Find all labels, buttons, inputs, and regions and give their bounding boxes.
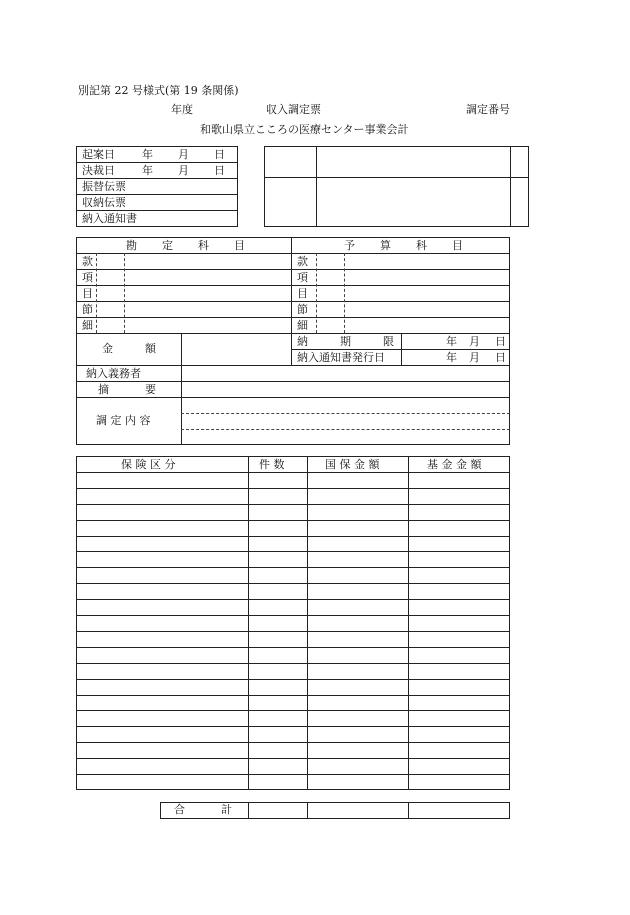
organization-name: 和歌山県立こころの医療センター事業会計 bbox=[200, 123, 409, 136]
breakdown-row-line bbox=[76, 663, 510, 664]
breakdown-row-line bbox=[76, 647, 510, 648]
budget-level-ko: 項 bbox=[297, 271, 308, 284]
nhi-amount-header: 国 保 金 額 bbox=[325, 458, 380, 471]
due-label-2: 期 bbox=[340, 335, 351, 348]
receipt-slip-label: 収納伝票 bbox=[82, 196, 126, 209]
issue-day: 日 bbox=[495, 351, 506, 364]
breakdown-row-line bbox=[76, 679, 510, 680]
account-header-2: 定 bbox=[162, 239, 173, 252]
due-year: 年 bbox=[446, 335, 457, 348]
issue-month: 月 bbox=[469, 351, 480, 364]
breakdown-row-line bbox=[76, 536, 510, 537]
due-label-3: 限 bbox=[383, 335, 394, 348]
notice-issue-date-label: 納入通知書発行日 bbox=[297, 351, 385, 364]
breakdown-row-line bbox=[76, 472, 510, 473]
budget-level-moku: 目 bbox=[297, 287, 308, 300]
insurance-category-header: 保 険 区 分 bbox=[121, 458, 176, 471]
due-day: 日 bbox=[495, 335, 506, 348]
approval-day: 日 bbox=[214, 164, 225, 177]
breakdown-row-line bbox=[76, 504, 510, 505]
approval-month: 月 bbox=[178, 164, 189, 177]
due-label-1: 納 bbox=[297, 335, 308, 348]
draft-year: 年 bbox=[142, 148, 153, 161]
draft-date-label: 起案日 bbox=[82, 148, 115, 161]
budget-header-2: 算 bbox=[380, 239, 391, 252]
account-level-kan: 款 bbox=[82, 255, 93, 268]
budget-header-4: 目 bbox=[452, 239, 463, 252]
breakdown-row-line bbox=[76, 758, 510, 759]
due-month: 月 bbox=[469, 335, 480, 348]
budget-level-sai: 細 bbox=[297, 319, 308, 332]
stamp-box bbox=[264, 146, 529, 227]
approval-year: 年 bbox=[142, 164, 153, 177]
breakdown-row-line bbox=[76, 567, 510, 568]
budget-header-3: 科 bbox=[416, 239, 427, 252]
account-header-3: 科 bbox=[198, 239, 209, 252]
amount-label-2: 額 bbox=[145, 342, 156, 355]
form-title: 収入調定票 bbox=[266, 103, 321, 116]
transfer-slip-label: 振替伝票 bbox=[82, 180, 126, 193]
total-label-2: 計 bbox=[221, 803, 232, 816]
summary-label-1: 摘 bbox=[98, 383, 109, 396]
budget-level-setsu: 節 bbox=[297, 303, 308, 316]
approval-date-label: 決裁日 bbox=[82, 164, 115, 177]
breakdown-row-line bbox=[76, 551, 510, 552]
breakdown-row-line bbox=[76, 583, 510, 584]
breakdown-row-line bbox=[76, 710, 510, 711]
count-header: 件 数 bbox=[259, 458, 285, 471]
breakdown-row-line bbox=[76, 599, 510, 600]
payment-notice-label: 納入通知書 bbox=[82, 212, 137, 225]
breakdown-row-line bbox=[76, 631, 510, 632]
budget-level-kan: 款 bbox=[297, 255, 308, 268]
issue-year: 年 bbox=[446, 351, 457, 364]
breakdown-row-line bbox=[76, 695, 510, 696]
breakdown-row-line bbox=[76, 742, 510, 743]
amount-label-1: 金 bbox=[102, 342, 113, 355]
form-reference: 別記第 22 号様式(第 19 条関係) bbox=[78, 84, 239, 97]
total-row bbox=[160, 802, 510, 819]
assessment-content-label: 調 定 内 容 bbox=[96, 414, 151, 427]
account-level-moku: 目 bbox=[82, 287, 93, 300]
account-level-setsu: 節 bbox=[82, 303, 93, 316]
draft-day: 日 bbox=[214, 148, 225, 161]
account-header-1: 勘 bbox=[126, 239, 137, 252]
fund-amount-header: 基 金 金 額 bbox=[427, 458, 482, 471]
breakdown-table bbox=[76, 456, 510, 790]
breakdown-row-line bbox=[76, 726, 510, 727]
obligor-label: 納入義務者 bbox=[86, 367, 141, 380]
budget-header-1: 予 bbox=[344, 239, 355, 252]
summary-label-2: 要 bbox=[145, 383, 156, 396]
total-label-1: 合 bbox=[174, 803, 185, 816]
breakdown-row-line bbox=[76, 488, 510, 489]
account-level-sai: 細 bbox=[82, 319, 93, 332]
breakdown-row-line bbox=[76, 774, 510, 775]
assessment-number-label: 調定番号 bbox=[466, 103, 510, 116]
account-header-4: 目 bbox=[234, 239, 245, 252]
breakdown-row-line bbox=[76, 615, 510, 616]
fiscal-year-label: 年度 bbox=[171, 103, 193, 116]
draft-month: 月 bbox=[178, 148, 189, 161]
breakdown-row-line bbox=[76, 520, 510, 521]
account-level-ko: 項 bbox=[82, 271, 93, 284]
